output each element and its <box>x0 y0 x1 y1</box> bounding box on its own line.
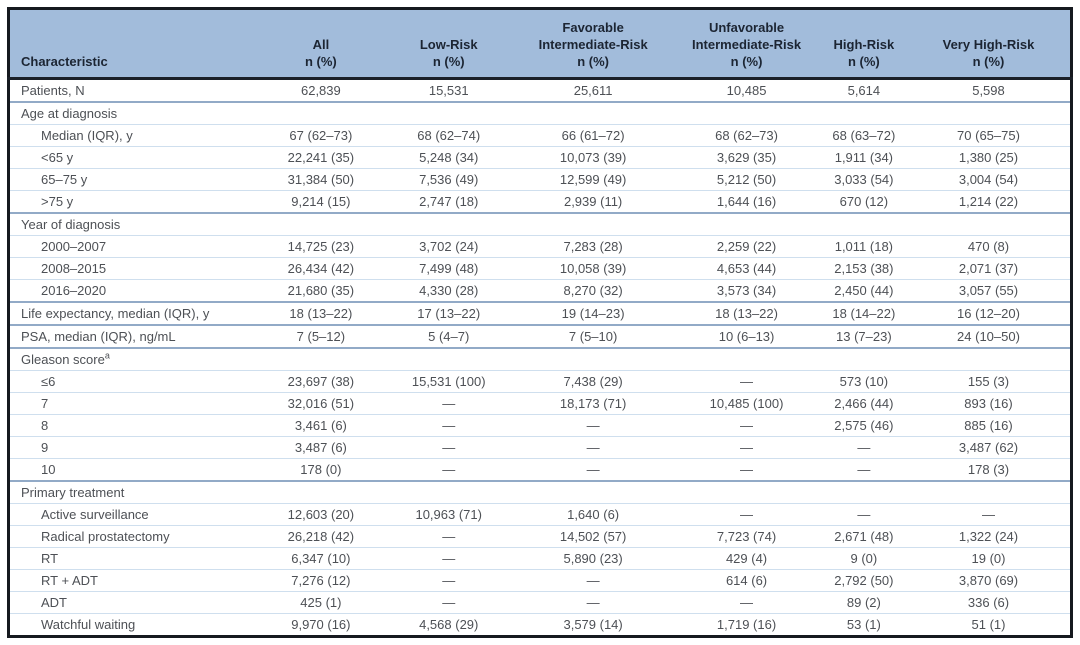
cell-value <box>907 102 1072 125</box>
row-label: 7 <box>9 393 259 415</box>
row-label: PSA, median (IQR), ng/mL <box>9 325 259 348</box>
row-label: Life expectancy, median (IQR), y <box>9 302 259 325</box>
col-header-subtitle: n (%) <box>432 54 465 70</box>
col-header-title: All <box>312 36 330 52</box>
cell-value: — <box>672 459 820 482</box>
cell-value: 2,259 (22) <box>672 236 820 258</box>
cell-value: 24 (10–50) <box>907 325 1072 348</box>
cell-value: 89 (2) <box>821 592 907 614</box>
cell-value: 25,611 <box>573 82 613 98</box>
cell-value <box>384 481 514 504</box>
row-label: 9 <box>9 437 259 459</box>
col-header-title: Characteristic <box>21 54 108 70</box>
cell-value: 573 (10) <box>821 371 907 393</box>
cell-value: 4,330 (28) <box>384 280 514 303</box>
cell-value: — <box>821 459 907 482</box>
cell-value: — <box>672 437 820 459</box>
cell-value: 1,911 (34) <box>821 147 907 169</box>
cell-value: 18 (13–22) <box>672 302 820 325</box>
col-header-title: Favorable Intermediate-Risk <box>538 20 648 52</box>
cell-value: 1,011 (18) <box>821 236 907 258</box>
cell-value: 425 (1) <box>258 592 383 614</box>
cell-value: 3,487 (6) <box>258 437 383 459</box>
table-row <box>9 125 1072 147</box>
row-label: ADT <box>9 592 259 614</box>
cell-value: — <box>514 437 672 459</box>
characteristics-table <box>7 7 1073 638</box>
cell-value: 3,057 (55) <box>907 280 1072 303</box>
cell-value: — <box>821 437 907 459</box>
col-header-subtitle: n (%) <box>304 54 337 70</box>
cell-value: 178 (3) <box>907 459 1072 482</box>
col-header-characteristic <box>9 9 259 79</box>
cell-value: — <box>514 415 672 437</box>
row-label: RT + ADT <box>9 570 259 592</box>
cell-value: 19 (14–23) <box>514 302 672 325</box>
cell-value: — <box>384 592 514 614</box>
cell-value: 7,536 (49) <box>384 169 514 191</box>
cell-value: 18,173 (71) <box>514 393 672 415</box>
row-label: ≤6 <box>9 371 259 393</box>
cell-value <box>514 102 672 125</box>
cell-value: 178 (0) <box>258 459 383 482</box>
cell-value: 3,461 (6) <box>258 415 383 437</box>
row-label: <65 y <box>9 147 259 169</box>
col-header-subtitle: n (%) <box>972 54 1005 70</box>
cell-value: 12,599 (49) <box>514 169 672 191</box>
cell-value <box>258 481 383 504</box>
cell-value: 14,502 (57) <box>514 526 672 548</box>
row-label: Median (IQR), y <box>9 125 259 147</box>
cell-value <box>821 348 907 371</box>
cell-value: 12,603 (20) <box>258 504 383 526</box>
cell-value: 3,573 (34) <box>672 280 820 303</box>
row-label: Primary treatment <box>9 481 259 504</box>
row-label: Year of diagnosis <box>9 213 259 236</box>
cell-value: 2,792 (50) <box>821 570 907 592</box>
cell-value: — <box>672 592 820 614</box>
cell-value: 66 (61–72) <box>514 125 672 147</box>
cell-value: 3,033 (54) <box>821 169 907 191</box>
cell-value <box>514 348 672 371</box>
cell-value: 2,671 (48) <box>821 526 907 548</box>
table-row <box>9 280 1072 303</box>
row-label: >75 y <box>9 191 259 214</box>
table-row <box>9 147 1072 169</box>
cell-value: 7,723 (74) <box>672 526 820 548</box>
cell-value: 7 (5–12) <box>258 325 383 348</box>
table-row <box>9 79 1072 103</box>
cell-value: 1,719 (16) <box>672 614 820 637</box>
cell-value: 7,283 (28) <box>514 236 672 258</box>
cell-value: 5,890 (23) <box>514 548 672 570</box>
cell-value: 2,450 (44) <box>821 280 907 303</box>
cell-value: 62,839 <box>300 82 341 98</box>
cell-value: 68 (62–74) <box>384 125 514 147</box>
row-label: 2008–2015 <box>9 258 259 280</box>
cell-value: 429 (4) <box>672 548 820 570</box>
cell-value: 893 (16) <box>907 393 1072 415</box>
cell-value <box>258 348 383 371</box>
cell-value: 17 (13–22) <box>384 302 514 325</box>
cell-value: 1,322 (24) <box>907 526 1072 548</box>
cell-value: — <box>384 459 514 482</box>
cell-value <box>907 213 1072 236</box>
cell-value <box>907 481 1072 504</box>
header-row <box>9 9 1072 79</box>
cell-value: 5,248 (34) <box>384 147 514 169</box>
cell-value: — <box>907 504 1072 526</box>
cell-value: 5 (4–7) <box>384 325 514 348</box>
table-row <box>9 415 1072 437</box>
table-row <box>9 302 1072 325</box>
cell-value: 2,153 (38) <box>821 258 907 280</box>
table-row <box>9 169 1072 191</box>
cell-value <box>821 213 907 236</box>
row-label: 2000–2007 <box>9 236 259 258</box>
cell-value: 23,697 (38) <box>258 371 383 393</box>
cell-value: 7 (5–10) <box>514 325 672 348</box>
cell-value: 3,702 (24) <box>384 236 514 258</box>
cell-value: 68 (63–72) <box>821 125 907 147</box>
table-row <box>9 213 1072 236</box>
cell-value: 614 (6) <box>672 570 820 592</box>
row-label: 2016–2020 <box>9 280 259 303</box>
cell-value: 3,629 (35) <box>672 147 820 169</box>
table-row <box>9 258 1072 280</box>
table-row <box>9 437 1072 459</box>
cell-value: 9 (0) <box>821 548 907 570</box>
cell-value: 26,218 (42) <box>258 526 383 548</box>
cell-value <box>258 102 383 125</box>
col-header-favorable-intermediate-risk <box>514 9 672 79</box>
cell-value: 10,058 (39) <box>514 258 672 280</box>
cell-value: — <box>384 548 514 570</box>
cell-value <box>672 102 820 125</box>
cell-value: 68 (62–73) <box>672 125 820 147</box>
cell-value <box>672 481 820 504</box>
cell-value: 10,485 (100) <box>672 393 820 415</box>
cell-value: 18 (13–22) <box>258 302 383 325</box>
cell-value: 336 (6) <box>907 592 1072 614</box>
cell-value: 22,241 (35) <box>258 147 383 169</box>
col-header-title: High-Risk <box>833 36 895 52</box>
table-row <box>9 371 1072 393</box>
table-row <box>9 325 1072 348</box>
cell-value <box>672 213 820 236</box>
cell-value: 32,016 (51) <box>258 393 383 415</box>
cell-value: — <box>384 437 514 459</box>
cell-value: 3,004 (54) <box>907 169 1072 191</box>
cell-value: 5,212 (50) <box>672 169 820 191</box>
col-header-subtitle: n (%) <box>847 54 880 70</box>
cell-value: 7,438 (29) <box>514 371 672 393</box>
cell-value: — <box>821 504 907 526</box>
cell-value: 5,598 <box>972 82 1005 98</box>
col-header-all <box>258 9 383 79</box>
row-label: Active surveillance <box>9 504 259 526</box>
cell-value: 31,384 (50) <box>258 169 383 191</box>
cell-value: 470 (8) <box>907 236 1072 258</box>
col-header-title: Very High-Risk <box>942 36 1035 52</box>
cell-value: 70 (65–75) <box>907 125 1072 147</box>
cell-value: — <box>672 504 820 526</box>
cell-value: 2,939 (11) <box>514 191 672 214</box>
col-header-low-risk <box>384 9 514 79</box>
col-header-very-high-risk <box>907 9 1072 79</box>
cell-value: 13 (7–23) <box>821 325 907 348</box>
row-label: Age at diagnosis <box>9 102 259 125</box>
cell-value: 2,071 (37) <box>907 258 1072 280</box>
table-row <box>9 504 1072 526</box>
row-label: RT <box>9 548 259 570</box>
table-row <box>9 548 1072 570</box>
cell-value <box>672 348 820 371</box>
table-row <box>9 526 1072 548</box>
cell-value: 4,653 (44) <box>672 258 820 280</box>
cell-value: 1,644 (16) <box>672 191 820 214</box>
cell-value <box>384 102 514 125</box>
cell-value: 670 (12) <box>821 191 907 214</box>
cell-value: 1,214 (22) <box>907 191 1072 214</box>
cell-value: 7,499 (48) <box>384 258 514 280</box>
row-label: 10 <box>9 459 259 482</box>
cell-value: 3,579 (14) <box>514 614 672 637</box>
cell-value: 51 (1) <box>907 614 1072 637</box>
col-header-high-risk <box>821 9 907 79</box>
cell-value: — <box>514 459 672 482</box>
table-row <box>9 236 1072 258</box>
table-row <box>9 348 1072 371</box>
cell-value <box>821 102 907 125</box>
cell-value: 9,970 (16) <box>258 614 383 637</box>
cell-value: 3,487 (62) <box>907 437 1072 459</box>
row-label: Watchful waiting <box>9 614 259 637</box>
table-row <box>9 393 1072 415</box>
cell-value: 15,531 (100) <box>384 371 514 393</box>
footnote-marker: a <box>104 350 110 361</box>
cell-value: 2,747 (18) <box>384 191 514 214</box>
table-row <box>9 481 1072 504</box>
col-header-title: Unfavorable Intermediate-Risk <box>692 20 802 52</box>
cell-value: — <box>514 570 672 592</box>
cell-value: 21,680 (35) <box>258 280 383 303</box>
cell-value: 67 (62–73) <box>258 125 383 147</box>
cell-value: 10 (6–13) <box>672 325 820 348</box>
cell-value: 10,963 (71) <box>384 504 514 526</box>
cell-value: 18 (14–22) <box>821 302 907 325</box>
cell-value: 15,531 <box>428 82 469 98</box>
cell-value: 4,568 (29) <box>384 614 514 637</box>
table-row <box>9 459 1072 482</box>
cell-value <box>384 348 514 371</box>
cell-value: 7,276 (12) <box>258 570 383 592</box>
row-label: Radical prostatectomy <box>9 526 259 548</box>
cell-value: 10,073 (39) <box>514 147 672 169</box>
table-row <box>9 592 1072 614</box>
cell-value: 16 (12–20) <box>907 302 1072 325</box>
table-row <box>9 102 1072 125</box>
row-label: 65–75 y <box>9 169 259 191</box>
cell-value <box>821 481 907 504</box>
cell-value: 14,725 (23) <box>258 236 383 258</box>
row-label: Patients, N <box>21 82 85 98</box>
cell-value: 3,870 (69) <box>907 570 1072 592</box>
cell-value: — <box>672 415 820 437</box>
cell-value: 155 (3) <box>907 371 1072 393</box>
cell-value: 2,466 (44) <box>821 393 907 415</box>
col-header-unfavorable-intermediate-risk <box>672 9 820 79</box>
cell-value: 10,485 <box>726 82 767 98</box>
row-label: Gleason score$^a$ <box>9 348 259 371</box>
cell-value: — <box>672 371 820 393</box>
cell-value: — <box>384 570 514 592</box>
cell-value: 1,640 (6) <box>514 504 672 526</box>
cell-value <box>514 481 672 504</box>
cell-value <box>384 213 514 236</box>
cell-value <box>907 348 1072 371</box>
table-row <box>9 191 1072 214</box>
cell-value: 1,380 (25) <box>907 147 1072 169</box>
cell-value: 5,614 <box>847 82 881 98</box>
col-header-subtitle: n (%) <box>577 54 610 70</box>
cell-value: — <box>384 526 514 548</box>
cell-value <box>514 213 672 236</box>
col-header-subtitle: n (%) <box>730 54 763 70</box>
table-row <box>9 614 1072 637</box>
col-header-title: Low-Risk <box>419 36 478 52</box>
row-label: 8 <box>9 415 259 437</box>
cell-value: 19 (0) <box>907 548 1072 570</box>
cell-value: — <box>514 592 672 614</box>
cell-value: 8,270 (32) <box>514 280 672 303</box>
table-row <box>9 570 1072 592</box>
cell-value <box>258 213 383 236</box>
cell-value: 9,214 (15) <box>258 191 383 214</box>
table-body <box>9 79 1072 637</box>
cell-value: 885 (16) <box>907 415 1072 437</box>
cell-value: — <box>384 415 514 437</box>
cell-value: — <box>384 393 514 415</box>
cell-value: 26,434 (42) <box>258 258 383 280</box>
cell-value: 6,347 (10) <box>258 548 383 570</box>
cell-value: 2,575 (46) <box>821 415 907 437</box>
cell-value: 53 (1) <box>821 614 907 637</box>
